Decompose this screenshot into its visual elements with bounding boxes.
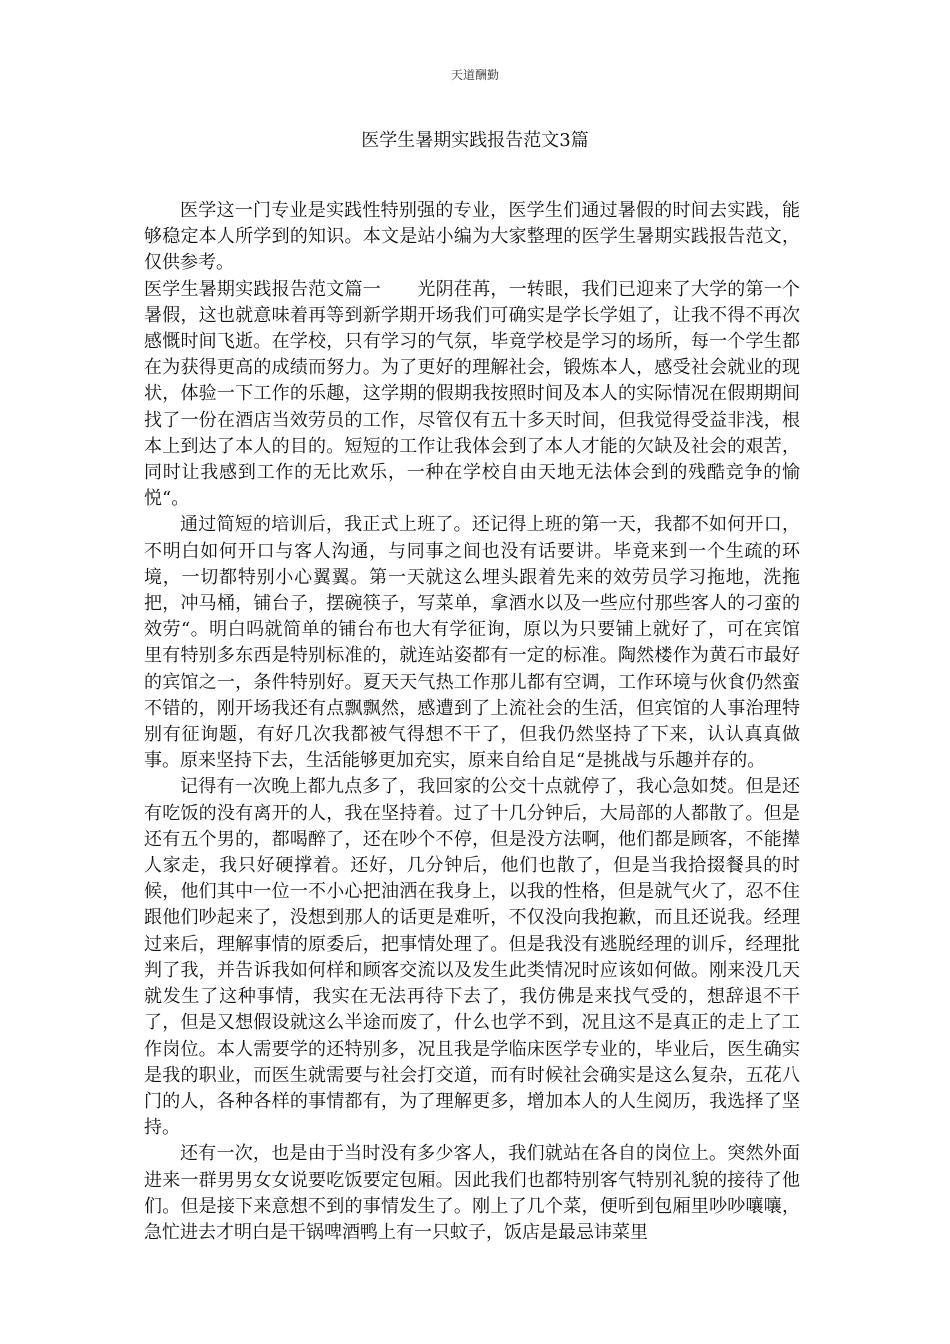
- page-header: [0, 66, 950, 83]
- paragraph-1: 医学生暑期实践报告范文篇一 光阴荏苒，一转眼，我们已迎来了大学的第一个暑假，这也就意味着再等到新学期开场我们可确实是学长学姐了，让我不得不再次感慨时间飞逝。在学校，只有学习的气氛，毕竟学校是学习的场所，每一个学生都在为获得更高的成绩而努力。为了更好的理解社会，锻炼本人，感受社会就业的现状，体验一下工作的乐趣，这学期的假期我按照时间及本人的实际情况在假期期间找了一份在酒店当效劳员的工作，尽管仅有五十多天时间，但我觉得受益非浅，根本上到达了本人的目的。短短的工作让我体会到了本人才能的欠缺及社会的艰苦，同时让我感到工作的无比欢乐，一种在学校自由天地无法体会到的残酷竞争的愉悦“。: [144, 278, 800, 510]
- document-title: 医学生暑期实践报告范文3篇: [361, 130, 589, 151]
- header-text: 天道酬勤: [450, 68, 499, 82]
- paragraph-3: 记得有一次晚上都九点多了，我回家的公交十点就停了，我心急如焚。但是还有吃饭的没有离开的人，我在坚持着。过了十几分钟后，大局部的人都散了。但是还有五个男的，都喝醉了，还在吵个不停，但是没方法啊，他们都是顾客，不能撵人家走，我只好硬撑着。还好，几分钟后，他们也散了，但是当我拾掇餐具的时候，他们其中一位一不小心把油洒在我身上，以我的性格，但是就气火了，忍不住跟他们吵起来了，没想到那人的话更是难听，不仅没向我抱歉，而且还说我。经理过来后，理解事情的原委后，把事情处理了。但是我没有逃脱经理的训斥，经理批判了我，并告诉我如何样和顾客交流以及发生此类情况时应该如何做。刚来没几天就发生了这种事情，我实在无法再待下去了，我仿佛是来找气受的，想辞退不干了，但是又想假设就这么半途而废了，什么也学不到，况且这不是真正的走上了工作岗位。本人需要学的还特别多，况且我是学临床医学专业的，毕业后，医生确实是我的职业，而医生就需要与社会打交道，而有时候社会确实是这么复杂，五花八门的人，各种各样的事情都有，为了理解更多，增加本人的人生阅历，我选择了坚持。: [144, 776, 800, 1139]
- document-body: [144, 198, 800, 1246]
- paragraph-intro: 医学这一门专业是实践性特别强的专业，医学生们通过暑假的时间去实践，能够稳定本人所学到的知识。本文是站小编为大家整理的医学生暑期实践报告范文，仅供参考。: [144, 200, 800, 274]
- paragraph-4: 还有一次，也是由于当时没有多少客人，我们就站在各自的岗位上。突然外面进来一群男男女女说要吃饭要定包厢。因此我们也都特别客气特别礼貌的接待了他们。但是接下来意想不到的事情发生了。刚上了几个菜，便听到包厢里吵吵嚷嚷，急忙进去才明白是干锅啤酒鸭上有一只蚊子，饭店是最忌讳菜里: [144, 1143, 800, 1243]
- paragraph-2: 通过简短的培训后，我正式上班了。还记得上班的第一天，我都不如何开口，不明白如何开口与客人沟通，与同事之间也没有话要讲。毕竟来到一个生疏的环境，一切都特别小心翼翼。第一天就这么埋头跟着先来的效劳员学习拖地，洗拖把，冲马桶，铺台子，摆碗筷子，写菜单，拿酒水以及一些应付那些客人的刁蛮的效劳“。明白吗就简单的铺台布也大有学征询，原以为只要铺上就好了，可在宾馆里有特别多东西是特别标准的，就连站姿都有一定的标准。陶然楼作为黄石市最好的宾馆之一，条件特别好。夏天天气热工作那儿都有空调，工作环境与伙食仍然蛮不错的，刚开场我还有点飘飘然，感遭到了上流社会的生活，但宾馆的人事治理特别有征询题，有好几次我都被气得想不干了，但我仍然坚持了下来，认认真真做事。原来坚持下去，生活能够更加充实，原来自给自足“是挑战与乐趣并存的。: [144, 514, 800, 772]
